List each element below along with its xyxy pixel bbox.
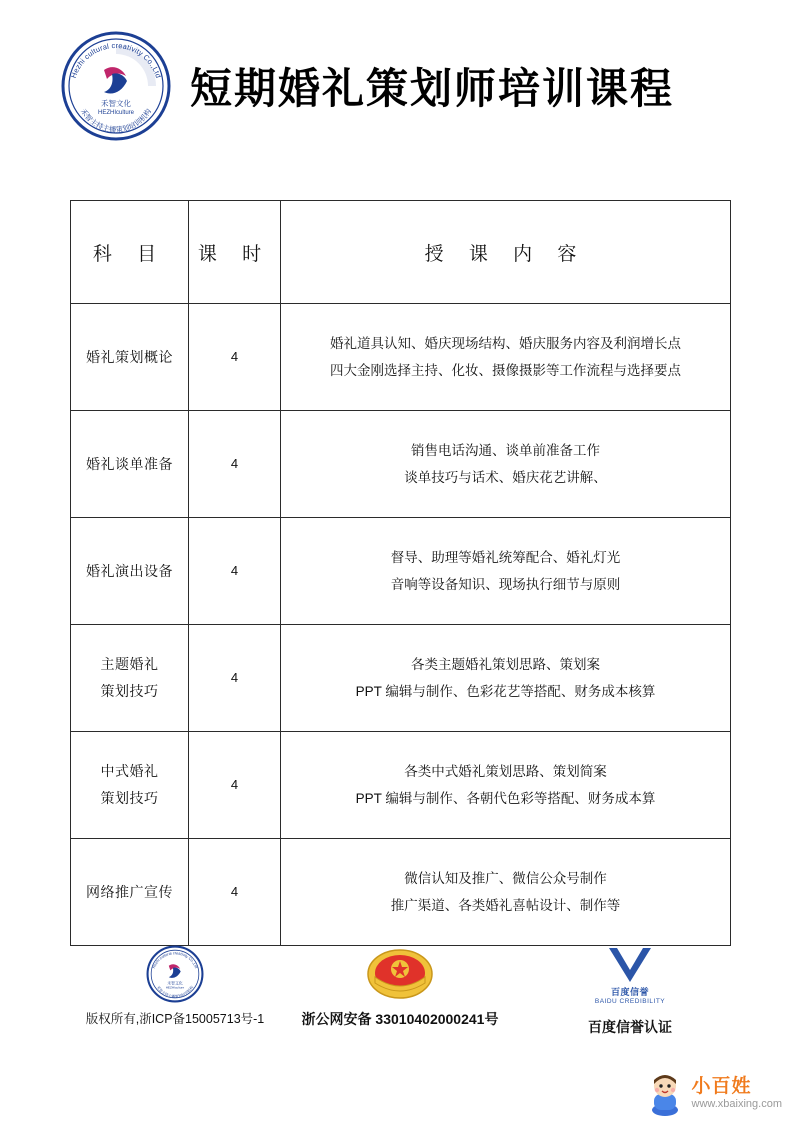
cell-content: 各类主题婚礼策划思路、策划案 PPT 编辑与制作、色彩花艺等搭配、财务成本核算	[281, 625, 731, 732]
cell-content: 各类中式婚礼策划思路、策划简案 PPT 编辑与制作、各朝代色彩等搭配、财务成本算	[281, 732, 731, 839]
company-logo	[60, 30, 172, 142]
cell-content: 微信认知及推广、微信公众号制作 推广渠道、各类婚礼喜帖设计、制作等	[281, 839, 731, 946]
cell-subject: 婚礼演出设备	[71, 518, 189, 625]
course-table	[70, 200, 731, 946]
baidu-credibility-text: 百度信誉认证	[588, 1019, 672, 1035]
hezhi-culture-logo-icon	[146, 945, 204, 1003]
page-footer	[0, 945, 800, 1065]
footer-police-block	[290, 945, 510, 1029]
svg-text:禾智主持主播策划培训机构: 禾智主持主播策划培训机构	[155, 985, 195, 999]
svg-text:禾智主持主播策划培训机构: 禾智主持主播策划培训机构	[78, 107, 154, 135]
site-watermark	[644, 1070, 782, 1116]
footer-icp-block	[60, 945, 290, 1027]
footer-baidu-block	[520, 945, 740, 1037]
table-header-row	[71, 201, 731, 304]
course-table-container	[70, 200, 730, 946]
baidu-badge-en: BAIDU CREDIBILITY	[594, 997, 666, 1005]
cell-hours: 4	[189, 839, 281, 946]
cell-subject: 婚礼策划概论	[71, 304, 189, 411]
svg-text:Hezhi cultural creativity Co.,: Hezhi cultural creativity Co.,Ltd	[151, 951, 199, 970]
footer-police-badge	[290, 945, 510, 1003]
cell-subject: 主题婚礼 策划技巧	[71, 625, 189, 732]
baidu-credibility-icon	[603, 944, 657, 984]
footer-logo-badge	[60, 945, 290, 1003]
table-row	[71, 625, 731, 732]
company-logo-icon	[60, 30, 172, 142]
mascot-icon	[644, 1070, 686, 1116]
cell-content: 销售电话沟通、谈单前准备工作 谈单技巧与话术、婚庆花艺讲解、	[281, 411, 731, 518]
cell-hours: 4	[189, 304, 281, 411]
page-title: 短期婚礼策划师培训课程	[190, 67, 675, 113]
police-emblem-icon	[367, 947, 433, 1001]
page-header	[0, 0, 800, 135]
cell-hours: 4	[189, 625, 281, 732]
table-row	[71, 839, 731, 946]
watermark-title: 小百姓	[691, 1075, 752, 1097]
cell-subject: 网络推广宣传	[71, 839, 189, 946]
cell-subject: 中式婚礼 策划技巧	[71, 732, 189, 839]
icp-text: 版权所有,浙ICP备15005713号-1	[85, 1012, 265, 1026]
table-row	[71, 411, 731, 518]
column-header-subject: 科 目	[71, 201, 189, 304]
column-header-hours: 课 时	[189, 201, 281, 304]
svg-text:Hezhi cultural creativity Co.,: Hezhi cultural creativity Co.,Ltd	[68, 40, 164, 80]
table-row	[71, 732, 731, 839]
police-record-text: 浙公网安备 33010402000241号	[301, 1011, 499, 1027]
cell-content: 婚礼道具认知、婚庆现场结构、婚庆服务内容及利润增长点 四大金刚选择主持、化妆、摄像摄影等工作流程与选择要点	[281, 304, 731, 411]
cell-hours: 4	[189, 732, 281, 839]
table-row	[71, 518, 731, 625]
baidu-badge-cn: 百度信誉	[610, 986, 649, 997]
cell-subject: 婚礼谈单准备	[71, 411, 189, 518]
watermark-url: www.xbaixing.com	[691, 1097, 782, 1110]
svg-text:禾智文化: 禾智文化	[101, 99, 131, 108]
svg-text:HEZHIculture: HEZHIculture	[97, 110, 135, 116]
svg-text:HEZHIculture: HEZHIculture	[165, 985, 185, 990]
cell-content: 督导、助理等婚礼统筹配合、婚礼灯光 音响等设备知识、现场执行细节与原则	[281, 518, 731, 625]
cell-hours: 4	[189, 518, 281, 625]
cell-hours: 4	[189, 411, 281, 518]
footer-baidu-badge	[520, 945, 740, 1003]
column-header-content: 授 课 内 容	[281, 201, 731, 304]
table-row	[71, 304, 731, 411]
table-body	[71, 304, 731, 946]
svg-text:禾智文化: 禾智文化	[167, 980, 183, 986]
